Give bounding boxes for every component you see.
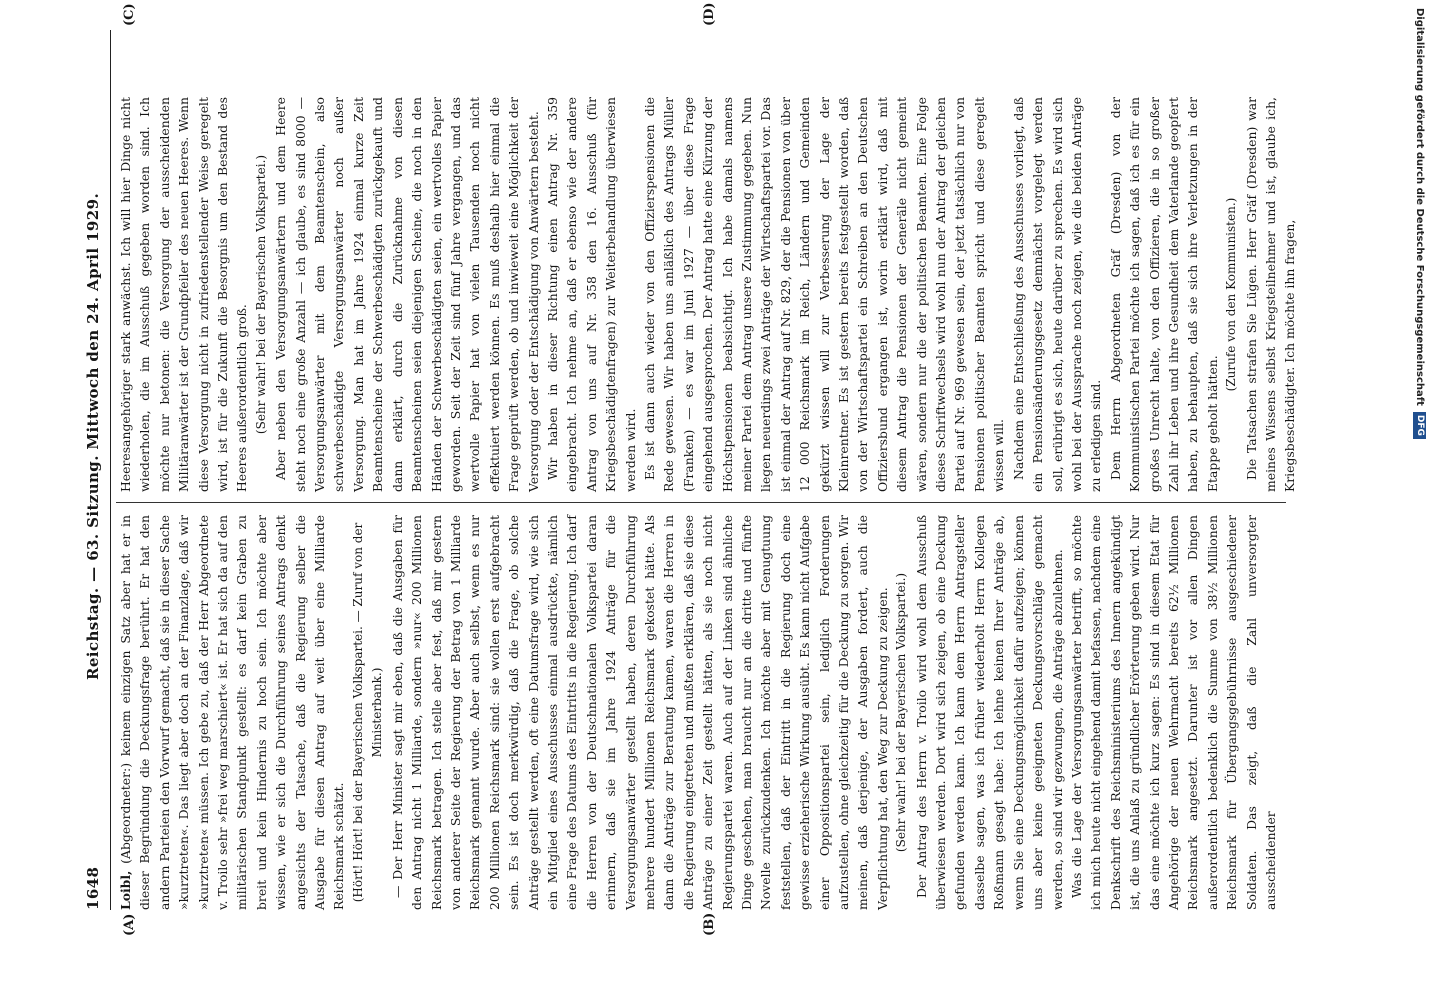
- paragraph: Was die Lage der Versorgungsanwärter betrifft, so möchte ich mich heute nicht eingehend damit befassen, nachdem eine Denkschrift des Reichsministeriums des Innern angekündigt ist, die uns Anlaß zu gründlicher Erörterung geben wird. Nur das eine möchte ich kurz sagen: Es sind in diesem Etat für Angehörige der neuen Wehrmacht bereits 62½ Millionen Reichsmark angesetzt. Darunter ist vor allen Dingen außerordentlich bedenklich die Summe von 38½ Millionen Reichsmark für Übergangsgebührnisse ausgeschiedener Soldaten. Das zeigt, daß die Zahl unversorgter ausscheidender: [1068, 515, 1278, 910]
- speaker-role: Abgeordneter:: [118, 767, 133, 859]
- running-title: Reichstag. — 63. Sitzung. Mittwoch den 24. April 1929.: [84, 192, 102, 680]
- interjection: (Hört! Hört! bei der Bayerischen Volkspartei. — Zuruf von der Ministerbank.): [350, 522, 385, 903]
- paragraph: Der Antrag des Herrn v. Troilo wird wohl dem Ausschuß überwiesen werden. Dort wird sich zeigen, ob eine Deckung gefunden werden kann. Ich kann dem Herrn Antragsteller dasselbe sagen, was ich früher wiederholt Herrn Kollegen Roßmann gesagt habe: Ich lehne keinen Ihrer Anträge ab, wenn Sie eine Deckungsmöglichkeit dafür aufzeigen; können uns aber keine geeigneten Deckungsvorschläge gemacht werden, so sind wir gezwungen, die Anträge abzulehnen.: [913, 515, 1065, 910]
- paragraph: — Der Herr Minister sagt mir eben, daß die Ausgaben für den Antrag nicht 1 Milliarde, sondern »nur« 200 Millionen Reichsmark betragen. Ich stelle aber fest, daß mir gestern von anderer Seite der Regierung der Betrag von 1 Milliarde Reichsmark genannt wurde. Aber auch selbst, wenn es nur 200 Millionen Reichsmark sind: sie wollen erst aufgebracht sein. Es ist doch merkwürdig, daß die Frage, ob solche Anträge gestellt werden, oft eine Datumsfrage wird, wie sich ein Mitglied eines Ausschusses einmal ausdrückte, nämlich eine Frage des Datums des Eintritts in die Regierung. Ich darf die Herren von der Deutschnationalen Volkspartei daran erinnern, daß sie im Jahre 1924 Anträge für die Versorgungsanwärter gestellt haben, deren Durchführung mehrere hundert Millionen Reichsmark gekostet hätte. Als dann die Anträge zur Beratung kamen, waren die Herren in die Regierung eingetreten und mußten erklären, daß sie diese Anträge zu einer Zeit gestellt hätten, als sie noch nicht Regierungspartei waren. Auch auf der Linken sind ähnliche Dinge geschehen, man braucht nur an die dritte und fünfte Novelle zurückzudenken. Ich möchte aber mit Genugtuung feststellen, daß der Eintritt in die Regierung doch eine gewisse erzieherische Wirkung ausübt. Es kann nicht Aufgabe einer Oppositionspartei sein, lediglich Forderungen aufzustellen, ohne gleichzeitig für die Deckung zu sorgen. Wir meinen, daß derjenige, der Ausgaben fordert, auch die Verpflichtung hat, den Weg zur Deckung zu zeigen.: [389, 515, 890, 910]
- paragraph: Aber neben den Versorgungsanwärtern und dem Heere steht noch eine große Anzahl — ich glaube, es sind 8000 — Versorgungsanwärter mit dem Beamtenschein, also schwerbeschädigte Versorgungsanwärter noch außer Versorgung. Man hat im Jahre 1924 einmal kurze Zeit Beamtenscheine der Schwerbeschädigten zurückgekauft und dann erklärt, durch die Zurücknahme von diesen Beamtenscheinen seien diejenigen Scheine, die noch in den Händen der Schwerbeschädigten seien, ein wertvolles Papier geworden. Seit der Zeit sind fünf Jahre vergangen, und das wertvolle Papier hat von vielen Tausenden noch nicht effektuiert werden können. Es muß deshalb hier einmal die Frage geprüft werden, ob und inwieweit eine Möglichkeit der Versorgung oder der Entschädigung von Anwärtern besteht.: [273, 97, 541, 492]
- interjection: (Sehr wahr! bei der Bayerischen Volkspartei.): [253, 154, 268, 435]
- paragraph: Wir haben in dieser Richtung einen Antrag Nr. 359 eingebracht. Ich nehme an, daß er ebenso wie der andere Antrag von uns auf Nr. 358 den 16. Ausschuß (für Kriegsbeschädigtenfragen) zur Weiterbehandlung überwiesen werden wird.: [544, 97, 638, 492]
- right-column: [116, 97, 1298, 492]
- paragraph: Die Tatsachen strafen Sie Lügen. Herr Gräf (Dresden) war meines Wissens selbst Kriegsteilnehmer und ist, glaube ich, Kriegsbeschädigter. Ich möchte ihn fragen,: [1243, 97, 1298, 492]
- header-rule: [110, 30, 111, 910]
- credit-text: Digitalisierung gefördert durch die Deutsche Forschungsgemeinschaft: [1414, 8, 1426, 406]
- paragraph-text: keinem einzigen Satz aber hat er in dieser Begründung die Deckungsfrage berührt. Er hat den andern Parteien den Vorwurf gemacht, daß sie in dieser Sache »kurztreten«. Das liegt aber doch an der Finanzlage, daß wir »kurztreten« müssen. Ich gebe zu, daß der Herr Abgeordnete v. Troilo sehr »frei weg marschiert« ist. Er hat sich da auf den militärischen Standpunkt gestellt: es darf kein Graben zu breit und kein Hindernis zu hoch sein. Ich möchte aber wissen, wie er sich die Durchführung seines Antrags denkt angesichts der Tatsache, daß die Regierung selber die Ausgabe für diesen Antrag auf weit über eine Milliarde Reichsmark schätzt.: [118, 515, 347, 910]
- digitization-credit: [1412, 8, 1428, 992]
- paragraph: Loibl, (Abgeordneter:) keinem einzigen Satz aber hat er in dieser Begründung die Deckungsfrage berührt. Er hat den andern Parteien den Vorwurf gemacht, daß sie in dieser Sache »kurztreten«. Das liegt aber doch an der Finanzlage, daß wir »kurztreten« müssen. Ich gebe zu, daß der Herr Abgeordnete v. Troilo sehr »frei weg marschiert« ist. Er hat sich da auf den militärischen Standpunkt gestellt: es darf kein Graben zu breit und kein Hindernis zu hoch sein. Ich möchte aber wissen, wie er sich die Durchführung seines Antrags denkt angesichts der Tatsache, daß die Regierung selber die Ausgabe für diesen Antrag auf weit über eine Milliarde Reichsmark schätzt.: [118, 515, 347, 910]
- paragraph: Heeresangehöriger stark anwächst. Ich will hier Dinge nicht wiederholen, die im Ausschuß gegeben worden sind. Ich möchte nur betonen: die Versorgung der ausscheidenden Militäranwärter ist der Grundpfeiler des neuen Heeres. Wenn diese Versorgung nicht in zufriedenstellender Weise geregelt wird, ist für die Zukunft die Besorgnis um den Bestand des Heeres außerordentlich groß.: [118, 97, 250, 492]
- paragraph: Es ist dann auch wieder von den Offizierspensionen die Rede gewesen. Wir haben uns anläßlich des Antrags Müller (Franken) — es war im Juni 1927 — über diese Frage eingehend ausgesprochen. Der Antrag hatte eine Kürzung der Höchstpensionen beabsichtigt. Ich habe damals namens meiner Partei dem Antrag unsere Zustimmung gegeben. Nun liegen neuerdings zwei Anträge der Wirtschaftspartei vor. Das ist einmal der Antrag auf Nr. 829, der die Pensionen von über 12 000 Reichsmark im Reich, Ländern und Gemeinden gekürzt wissen will zur Verbesserung der Lage der Kleinrentner. Es ist gestern bereits festgestellt worden, daß von der Wirtschaftspartei ein Schreiben an den Deutschen Offiziersbund ergangen ist, worin erklärt wird, daß mit diesem Antrag die Pensionen der Generäle nicht gemeint wären, sondern nur die der politischen Beamten. Eine Folge dieses Schriftwechsels wird wohl nun der Antrag der gleichen Partei auf Nr. 969 gewesen sein, der jetzt tatsächlich nur von Pensionen politischer Beamten spricht und diese geregelt wissen will.: [641, 97, 1007, 492]
- paragraph: Nachdem eine Entschließung des Ausschusses vorliegt, daß ein Pensionsänderungsgesetz demnächst vorgelegt werden soll, erübrigt es sich, heute darüber zu sprechen. Es wird sich wohl bei der Aussprache noch zeigen, wie die beiden Anträge zu erledigen sind.: [1010, 97, 1104, 492]
- margin-marker-a: (A): [122, 913, 137, 936]
- interjection: (Sehr wahr! bei der Bayerischen Volkspartei.): [894, 572, 909, 853]
- margin-marker-d: (D): [702, 2, 717, 26]
- rotated-document-page: [82, 2, 1316, 936]
- column-separator: [116, 502, 1286, 503]
- dfg-logo: DFG: [1414, 412, 1427, 439]
- interjection: (Zurufe von den Kommunisten.): [1224, 197, 1239, 392]
- left-column: [116, 515, 1286, 910]
- document-page-area: [62, 2, 1422, 990]
- page-header: [82, 30, 104, 910]
- paragraph: Dem Herrn Abgeordneten Gräf (Dresden) von der Kommunistischen Partei möchte ich sagen, daß ich es für ein großes Unrecht halte, von den Offizieren, die in so großer Zahl ihr Leben und ihre Gesundheit dem Vaterlande geopfert haben, zu behaupten, daß sie sich ihre Verletzungen in der Etappe geholt hätten.: [1107, 97, 1220, 492]
- margin-marker-c: (C): [122, 3, 137, 26]
- margin-marker-b: (B): [702, 912, 717, 936]
- page-number: 1648: [84, 866, 102, 910]
- speaker-name: Loibl,: [118, 870, 133, 910]
